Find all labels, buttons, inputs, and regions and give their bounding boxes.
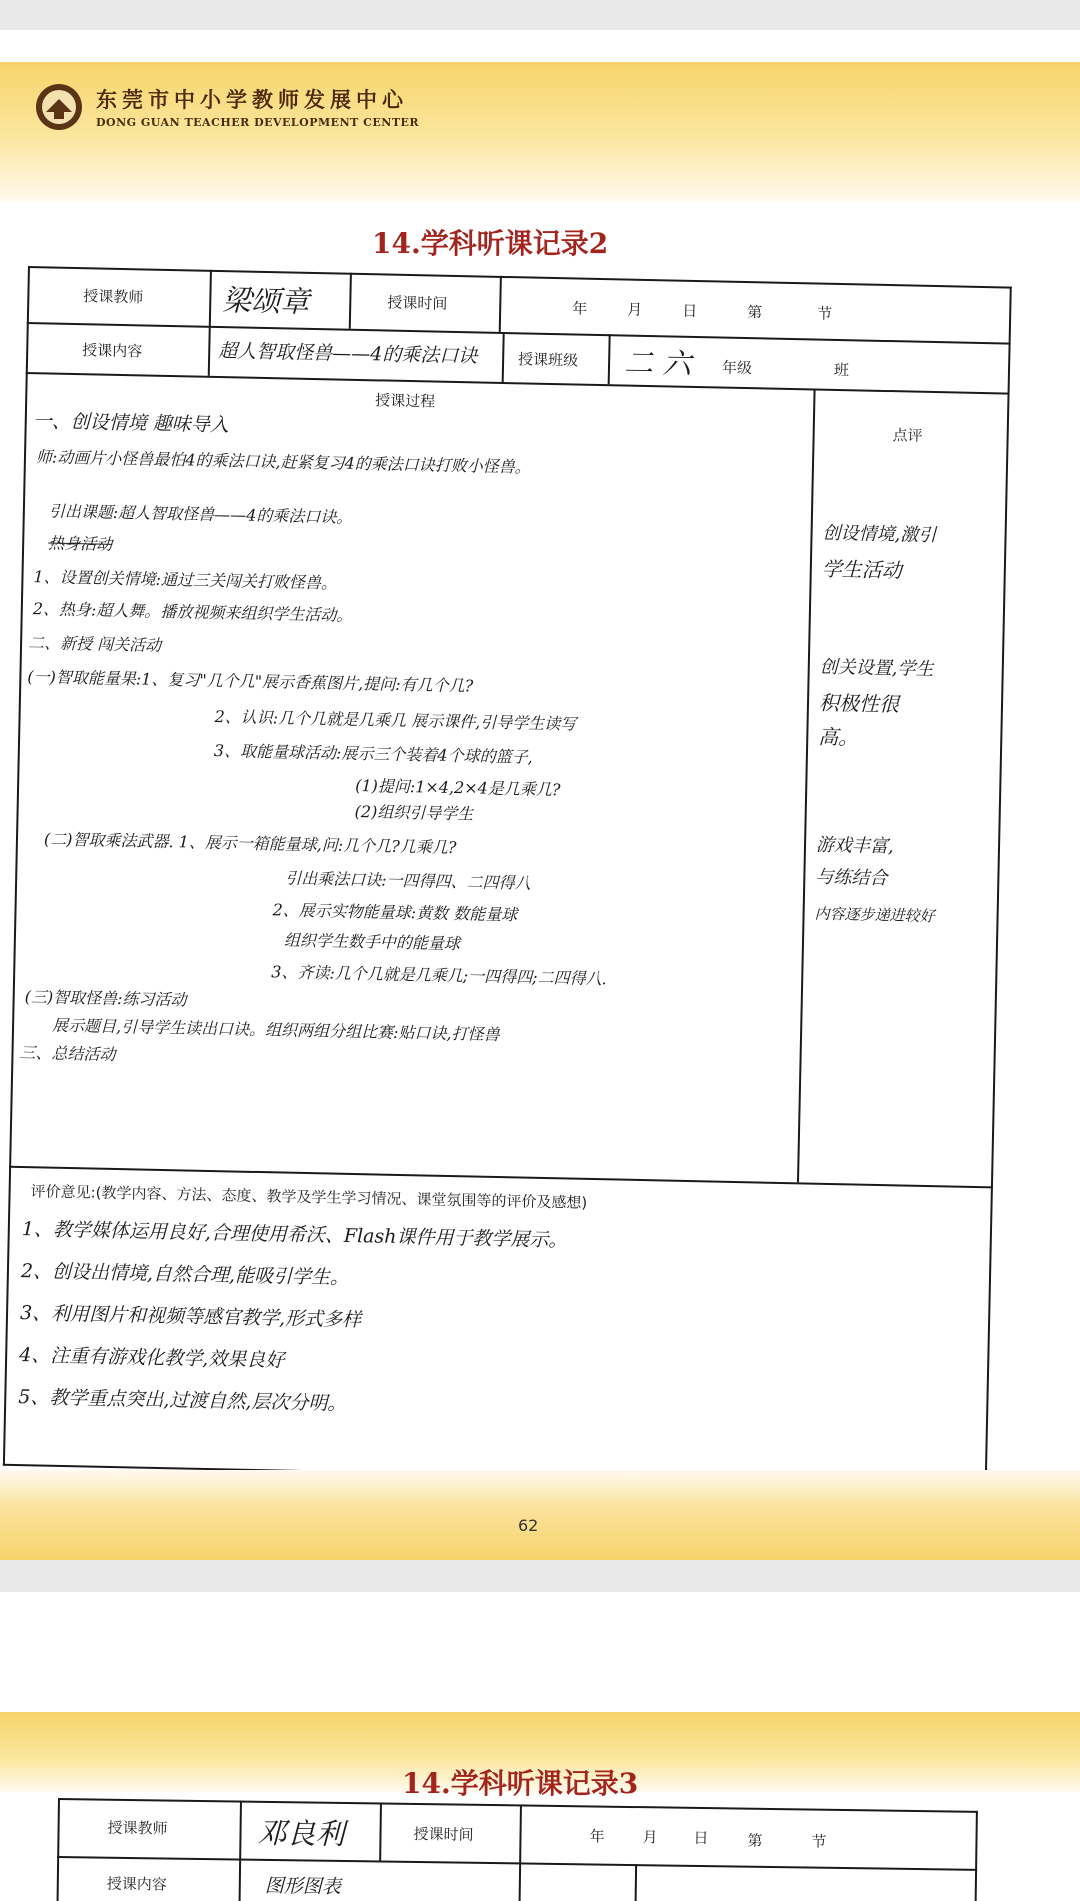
evaluation-label: 评价意见:(教学内容、方法、态度、教学及学生学习情况、课堂氛围等的评价及感想) (30, 1182, 588, 1212)
content-label: 授课内容 (82, 341, 143, 361)
teacher-label: 授课教师 (107, 1818, 168, 1838)
lesson-record-form (56, 1798, 978, 1901)
grade-value: 二 六 (623, 345, 692, 381)
process-line: (一)智取能量果:1、复习"几个几"展示香蕉图片,提问:有几个几? (27, 667, 474, 696)
record-title: 14.学科听课记录2 (372, 227, 609, 260)
process-line: (二)智取乘法武器. 1、展示一箱能量球,问:几个几?几乘几? (43, 829, 457, 858)
content-label: 授课内容 (106, 1874, 167, 1894)
period-suffix: 节 (816, 304, 833, 323)
evaluation-line: 2、创设出情境,自然合理,能吸引学生。 (20, 1260, 350, 1289)
org-name-en: DONG GUAN TEACHER DEVELOPMENT CENTER (96, 116, 420, 129)
process-line: 组织学生数手中的能量球 (283, 930, 461, 954)
form-rule (502, 332, 505, 382)
page-number: 62 (518, 1516, 539, 1535)
process-line: 展示题目,引导学生读出口诀。组织两组分组比赛:贴口诀,打怪兽 (51, 1015, 500, 1045)
record-title: 14.学科听课记录3 (402, 1767, 639, 1800)
footer-band (0, 1470, 1080, 1560)
form-rule (26, 372, 1010, 395)
process-line: 师:动画片小怪兽最怕4的乘法口诀,赶紧复习4的乘法口诀打败小怪兽。 (35, 447, 531, 477)
form-rule (238, 1801, 242, 1901)
process-label: 授课过程 (375, 391, 436, 411)
date-month: 月 (627, 300, 643, 319)
period-prefix: 第 (747, 1831, 763, 1850)
process-line: (2)组织引导学生 (354, 801, 474, 824)
comment-line: 游戏丰富, (815, 834, 894, 858)
process-line: 引出课题:超人智取怪兽——4的乘法口诀。 (48, 501, 353, 527)
date-year: 年 (589, 1827, 605, 1846)
comment-line: 积极性很 (818, 690, 900, 717)
org-name-cn: 东莞市中小学教师发展中心 (96, 87, 408, 112)
date-day: 日 (693, 1828, 709, 1848)
form-rule (28, 266, 1012, 289)
time-label: 授课时间 (413, 1824, 474, 1844)
process-line: 1、设置创关情境:通过三关闯关打败怪兽。 (33, 567, 338, 593)
process-line: 2、展示实物能量球:黄数 数能量球 (272, 900, 518, 925)
form-rule (349, 273, 352, 329)
class-label: 授课班级 (517, 350, 579, 370)
document-page-2 (0, 1592, 1080, 1901)
form-rule (985, 287, 1012, 1487)
process-line: 二、新授 闯关活动 (27, 633, 162, 655)
process-line: (1)提问:1×4,2×4是几乘几? (354, 775, 561, 800)
form-rule (57, 1856, 977, 1871)
grade-label: 年级 (721, 358, 753, 378)
form-rule (27, 322, 1011, 345)
process-line: 热身活动 (48, 533, 113, 554)
process-line: (三)智取怪兽:练习活动 (24, 987, 187, 1010)
comment-line: 高。 (818, 724, 859, 750)
header-band (0, 62, 1080, 202)
evaluation-line: 4、注重有游戏化教学,效果良好 (18, 1344, 285, 1372)
comment-line: 创关设置,学生 (819, 656, 934, 681)
period-prefix: 第 (747, 303, 763, 322)
class-suffix: 班 (833, 360, 850, 380)
form-rule (519, 1804, 522, 1862)
teacher-label: 授课教师 (83, 287, 144, 307)
comment-label: 点评 (892, 426, 923, 445)
form-rule (56, 1798, 60, 1901)
date-month: 月 (642, 1828, 658, 1847)
process-line: 一、创设情境 趣味导入 (32, 410, 229, 437)
teacher-name: 邓良利 (257, 1815, 345, 1852)
form-rule (797, 388, 816, 1182)
process-line: 2、认识:几个几就是几乘几 展示课件,引导学生读写 (214, 707, 577, 734)
time-label: 授课时间 (387, 293, 448, 313)
comment-line: 创设情境,激引 (822, 522, 937, 547)
process-line: 引出乘法口诀:一四得四、二四得八 (285, 868, 531, 893)
form-rule (379, 1802, 382, 1860)
document-page-1 (0, 30, 1080, 1560)
evaluation-line: 5、教学重点突出,过渡自然,层次分明。 (18, 1386, 347, 1415)
date-year: 年 (572, 299, 588, 318)
teacher-name: 梁颂章 (221, 283, 310, 319)
content-value: 图形图表 (264, 1874, 341, 1898)
form-rule (634, 1864, 637, 1901)
comment-line: 内容逐步递进较好 (814, 904, 935, 926)
process-line: 2、热身:超人舞。播放视频来组织学生活动。 (32, 599, 353, 625)
form-rule (608, 334, 611, 384)
process-line: 3、取能量球活动:展示三个装着4个球的篮子, (213, 741, 533, 767)
date-day: 日 (682, 301, 698, 321)
period-suffix: 节 (811, 1832, 827, 1851)
lesson-record-form (3, 266, 1012, 1486)
comment-line: 学生活动 (821, 556, 903, 583)
process-line: 3、齐读:几个几就是几乘几;一四得四;二四得八. (271, 962, 607, 989)
evaluation-line: 1、教学媒体运用良好,合理使用希沃、Flash课件用于教学展示。 (21, 1218, 568, 1252)
content-value: 超人智取怪兽——4的乘法口诀 (218, 340, 478, 368)
process-line: 三、总结活动 (19, 1042, 116, 1065)
evaluation-line: 3、利用图片和视频等感官教学,形式多样 (19, 1302, 362, 1332)
form-rule (518, 1862, 521, 1901)
comment-line: 与练结合 (815, 866, 888, 890)
form-rule (974, 1811, 978, 1901)
form-rule (499, 276, 502, 332)
teacher-center-logo (34, 82, 84, 132)
form-rule (208, 270, 212, 376)
form-rule (3, 266, 30, 1466)
